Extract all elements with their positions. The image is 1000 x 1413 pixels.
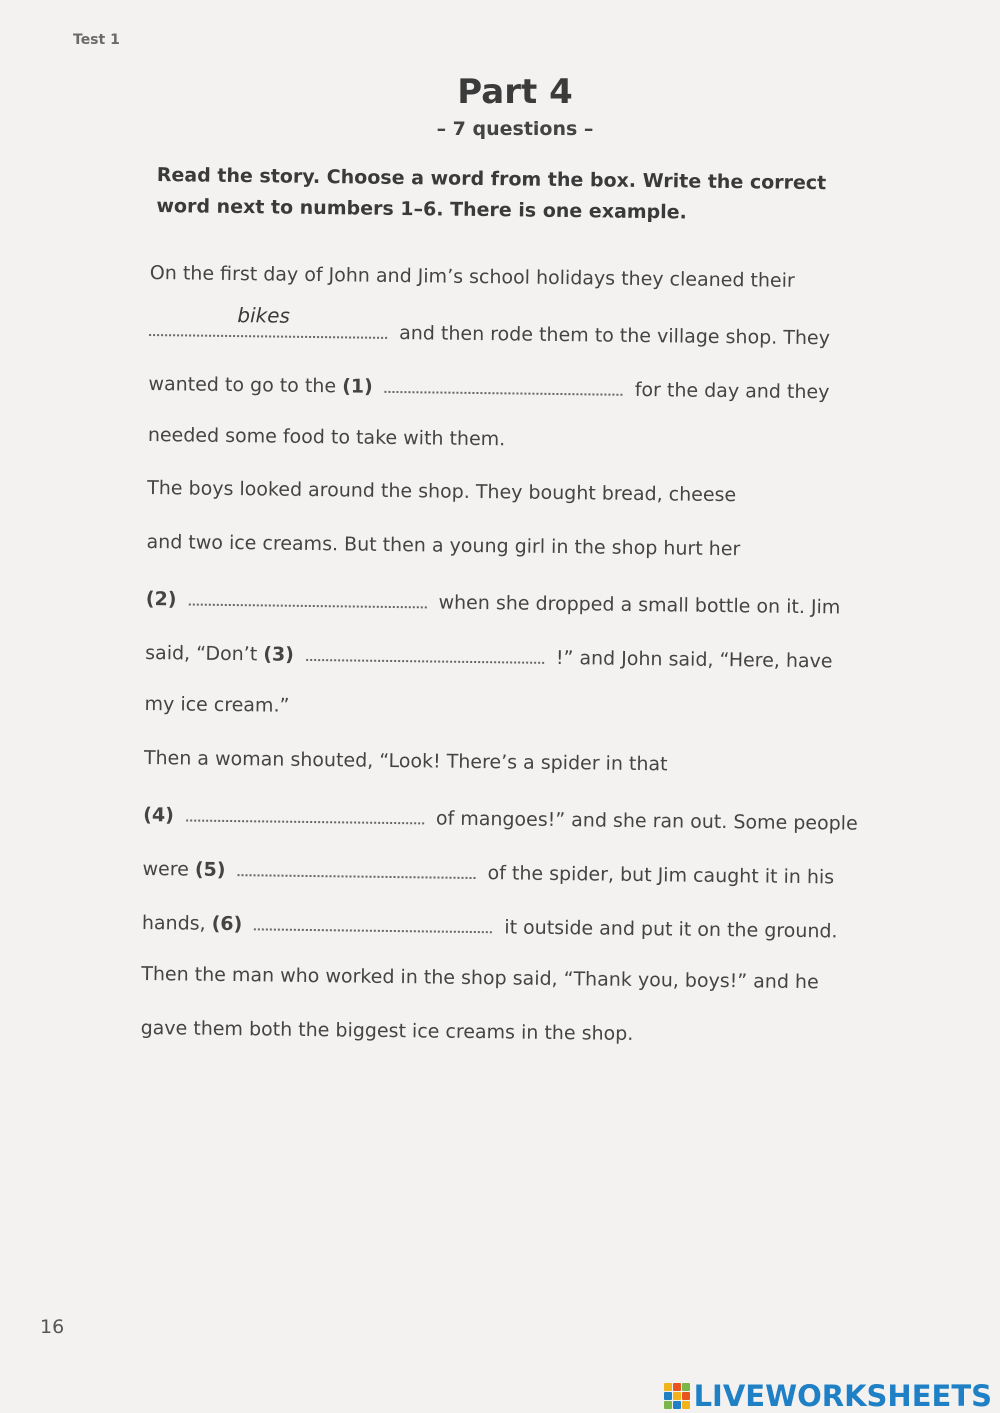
- question-number: (1): [342, 375, 373, 398]
- story-line: The boys looked around the shop. They bought bread, cheese: [147, 476, 737, 507]
- answer-blank-2[interactable]: [188, 585, 426, 608]
- story-line: hands, (6) it outside and put it on the ground.: [141, 911, 838, 943]
- example-answer-blank: [149, 303, 387, 339]
- liveworksheets-brand[interactable]: [664, 1379, 992, 1413]
- story-line: were (5) of the spider, but Jim caught it in his: [142, 857, 835, 889]
- story-line: bikes and then rode them to the village shop. They: [149, 316, 830, 349]
- answer-blank-6[interactable]: [254, 910, 492, 933]
- answer-blank-5[interactable]: [238, 856, 476, 879]
- page-number: 16: [40, 1316, 65, 1338]
- question-number: (5): [194, 858, 226, 881]
- question-number: (3): [263, 643, 295, 666]
- liveworksheets-logo-icon: [664, 1383, 690, 1409]
- question-number: (4): [143, 803, 174, 827]
- brand-text: LIVEWORKSHEETS: [693, 1379, 992, 1413]
- story-line: said, “Don’t (3) !” and John said, “Here, have: [145, 641, 833, 673]
- story-line: (4) of mangoes!” and she ran out. Some people: [143, 801, 858, 835]
- story-line: and two ice creams. But then a young girl in the shop hurt her: [146, 530, 741, 561]
- answer-blank-4[interactable]: [186, 801, 424, 824]
- story-line: gave them both the biggest ice creams in the shop.: [140, 1016, 634, 1045]
- part-subtitle: – 7 questions –: [436, 118, 594, 140]
- story-text: [140, 262, 858, 1045]
- story-line: (2) when she dropped a small bottle on it. Jim: [146, 585, 841, 618]
- story-line: my ice cream.”: [144, 692, 290, 717]
- story-line: On the first day of John and Jim’s school holidays they cleaned their: [149, 262, 795, 292]
- test-label: Test 1: [73, 32, 120, 48]
- part-title: Part 4: [457, 72, 573, 112]
- question-number: (6): [211, 912, 243, 936]
- example-answer: bikes: [237, 303, 291, 328]
- story-line: wanted to go to the (1) for the day and they: [148, 372, 830, 404]
- answer-blank-1[interactable]: [385, 373, 623, 396]
- instructions: Read the story. Choose a word from the box. Write the correct word next to numbers 1–6. There is one example.: [156, 163, 827, 224]
- answer-blank-3[interactable]: [306, 641, 544, 664]
- story-line: needed some food to take with them.: [147, 423, 506, 451]
- story-line: Then the man who worked in the shop said, “Thank you, boys!” and he: [141, 962, 819, 994]
- story-line: Then a woman shouted, “Look! There’s a spider in that: [143, 746, 668, 776]
- question-number: (2): [145, 587, 177, 611]
